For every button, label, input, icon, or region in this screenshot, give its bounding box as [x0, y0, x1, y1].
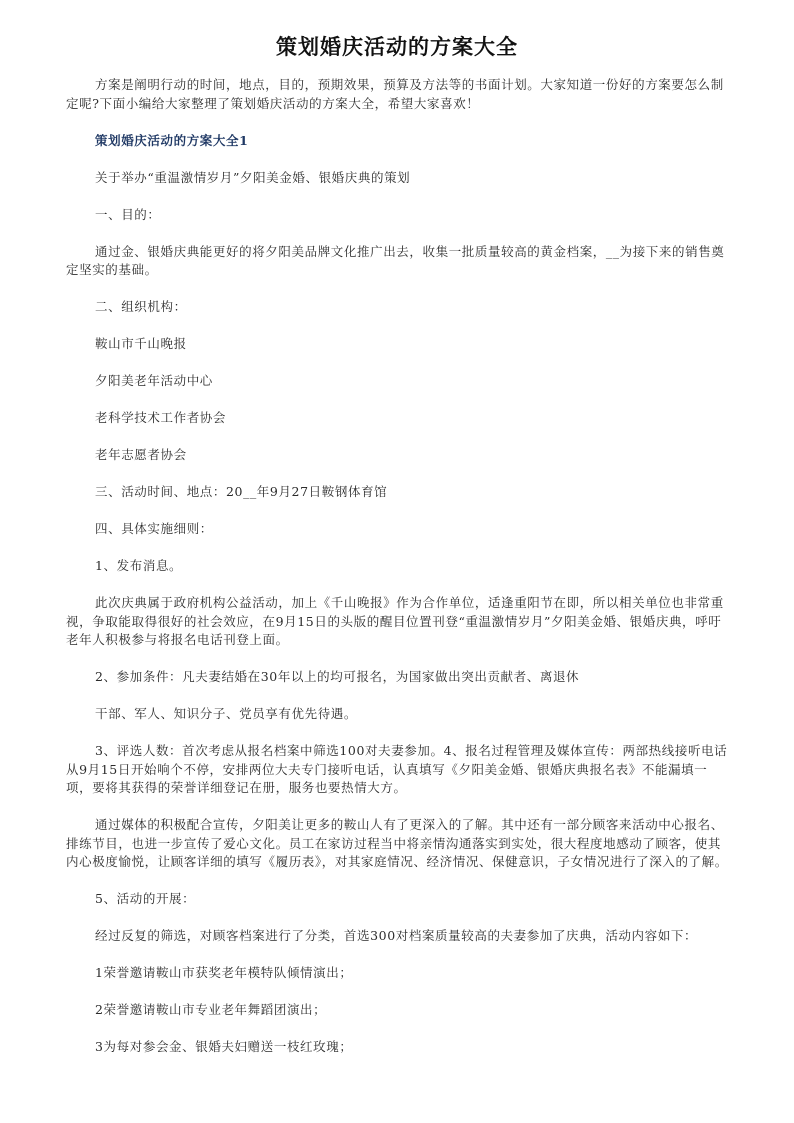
paragraph: 关于举办“重温激情岁月”夕阳美金婚、银婚庆典的策划: [95, 169, 411, 185]
paragraph: 干部、军人、知识分子、党员享有优先待遇。: [95, 706, 358, 721]
paragraph: 老年志愿者协会: [95, 447, 187, 462]
paragraph: 5、活动的开展：: [95, 891, 196, 906]
paragraph: 3、评选人数：首次考虑从报名档案中筛选100对夫妻参加。4、报名过程管理及媒体宣传：两部热线接听电话从9月15日开始响个不停，安排两位大夫专门接听电话，认真填写《夕阳美金婚、银婚庆典报名表》不能漏填一项，要将其获得的荣誉详细登记在册，服务也要热情大方。: [66, 743, 728, 795]
paragraph: 三、活动时间、地点：20__年9月27日鞍钢体育馆: [95, 484, 388, 499]
paragraph: 2荣誉邀请鞍山市专业老年舞蹈团演出；: [95, 1002, 327, 1017]
paragraph: 通过金、银婚庆典能更好的将夕阳美品牌文化推广出去，收集一批质量较高的黄金档案，__为接下来的销售奠定坚实的基础。: [66, 243, 725, 277]
document-body: [66, 76, 730, 1075]
intro-paragraph: 方案是阐明行动的时间，地点，目的，预期效果，预算及方法等的书面计划。大家知道一份好的方案要怎么制定呢?下面小编给大家整理了策划婚庆活动的方案大全，希望大家喜欢！: [66, 77, 724, 111]
paragraph: 1、发布消息。: [95, 558, 183, 573]
paragraph: 老科学技术工作者协会: [95, 410, 227, 425]
paragraph: 夕阳美老年活动中心: [95, 373, 213, 388]
paragraph: 四、具体实施细则：: [95, 521, 213, 536]
paragraph: 二、组织机构：: [95, 299, 187, 314]
paragraph: 鞍山市千山晚报: [95, 336, 187, 351]
document-title: 策划婚庆活动的方案大全: [276, 35, 518, 59]
paragraph: 2、参加条件：凡夫妻结婚在30年以上的均可报名，为国家做出突出贡献者、离退休: [95, 669, 580, 684]
paragraph: 3为每对参会金、银婚夫妇赠送一枝红玫瑰；: [95, 1039, 353, 1054]
paragraph: 一、目的：: [95, 206, 161, 222]
paragraph: 通过媒体的积极配合宣传，夕阳美让更多的鞍山人有了更深入的了解。其中还有一部分顾客来活动中心报名、排练节目，也进一步宣传了爱心文化。员工在家访过程当中将亲情沟通落实到实处，很大程度地感动了顾客，使其内心极度愉悦，让顾客详细的填写《履历表》，对其家庭情况、经济情况、保健意识，子女情况进行了深入的了解。: [66, 817, 728, 869]
paragraph: 此次庆典属于政府机构公益活动，加上《千山晚报》作为合作单位，适逢重阳节在即，所以相关单位也非常重视，争取能取得很好的社会效应，在9月15日的头版的醒目位置刊登“重温激情岁月”夕阳美金婚、银婚庆典，呼吁老年人积极参与将报名电话刊登上面。: [66, 595, 724, 647]
section-heading: 策划婚庆活动的方案大全1: [95, 132, 249, 148]
paragraph: 1荣誉邀请鞍山市获奖老年模特队倾情演出；: [95, 965, 353, 980]
paragraph: 经过反复的筛选，对顾客档案进行了分类，首选300对档案质量较高的夫妻参加了庆典，活动内容如下：: [95, 928, 698, 943]
